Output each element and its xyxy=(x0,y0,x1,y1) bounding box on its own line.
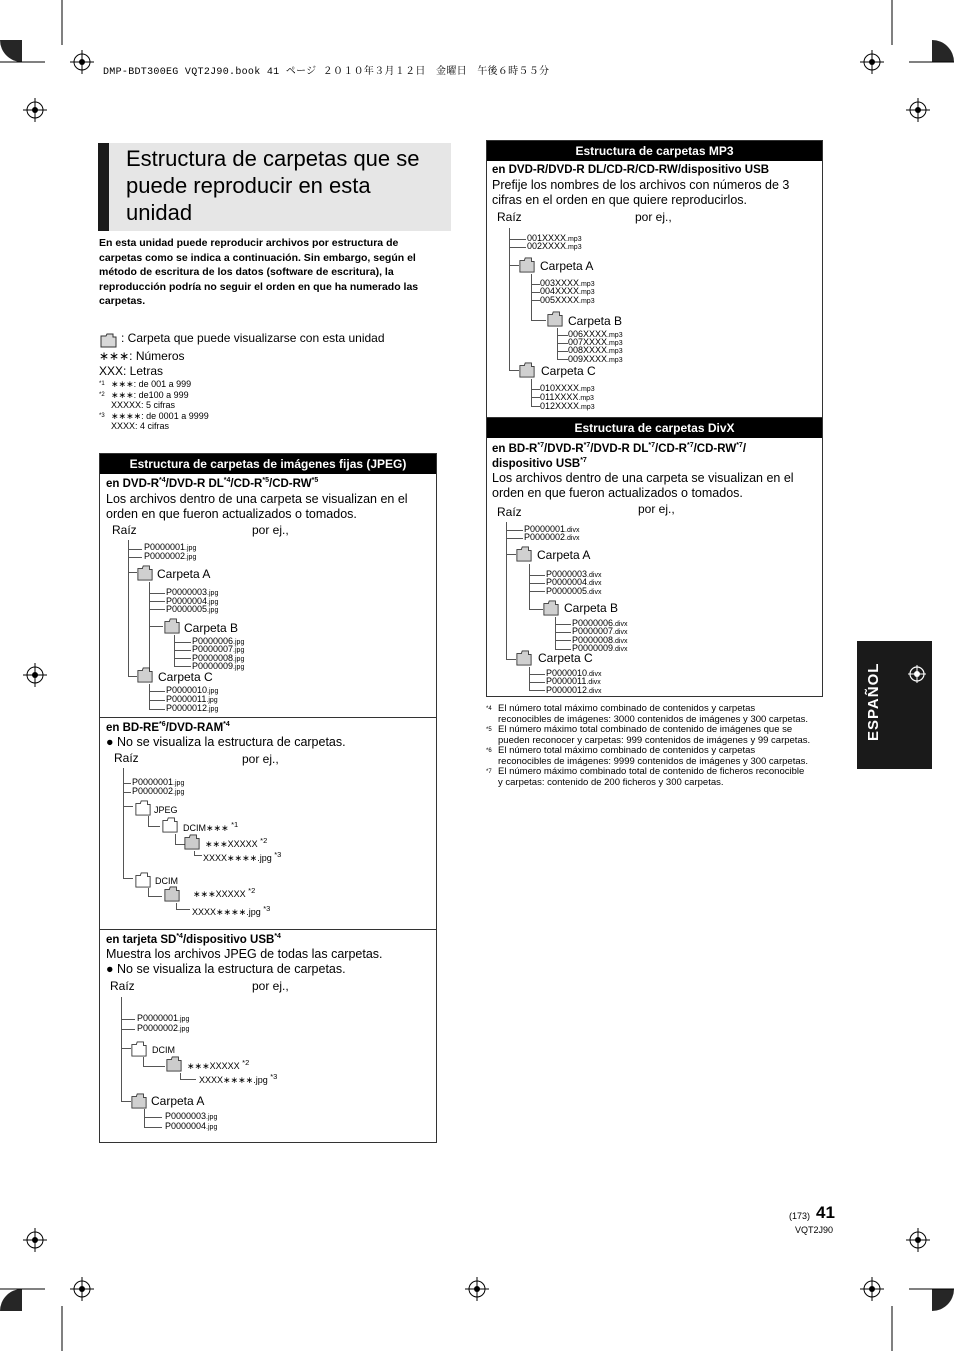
tree-line xyxy=(143,1066,165,1067)
tree-line xyxy=(174,666,191,667)
footnote xyxy=(486,725,846,746)
file-item: 005XXXX.mp3 xyxy=(540,295,595,305)
folder-label: Carpeta A xyxy=(157,567,211,581)
text-line: Los archivos dentro de una carpeta se visualizan en el xyxy=(106,492,408,506)
tree-line xyxy=(194,855,202,856)
heading-part: /DVD-R xyxy=(544,442,584,455)
file-item: P0000011.divx xyxy=(546,676,601,686)
heading-part: en BD-R xyxy=(492,442,538,455)
tree-line xyxy=(555,617,556,649)
tree-line xyxy=(531,284,540,285)
tree-line xyxy=(149,700,165,701)
file-item: 006XXXX.mp3 xyxy=(568,329,623,339)
footnote-mark: *4 xyxy=(486,706,492,712)
page-number-small: (173) xyxy=(789,1211,811,1221)
legend-letters: XXX: Letras xyxy=(99,364,164,378)
text-line: Prefije los nombres de los archivos con números de 3 xyxy=(492,178,790,192)
tree-line xyxy=(144,1127,162,1128)
heading-part: /CD-R xyxy=(655,442,687,455)
folder-label: Carpeta B xyxy=(564,601,619,615)
tree-line xyxy=(529,682,545,683)
legend-note-mark: *1 xyxy=(99,381,105,387)
folder-icon xyxy=(137,667,153,683)
tree-line xyxy=(149,593,165,594)
heading-sup: *4 xyxy=(274,933,281,940)
file-item: P0000008.divx xyxy=(572,635,628,645)
root-label: Raíz xyxy=(114,751,139,765)
heading-sup: *7 xyxy=(736,442,743,449)
file-item: 011XXXX.mp3 xyxy=(540,392,594,402)
tree-line xyxy=(531,379,532,406)
root-label: Raíz xyxy=(497,505,522,519)
folder-icon xyxy=(135,872,151,888)
folder-label: ∗∗∗XXXXX $^{*2}$ xyxy=(187,1058,250,1071)
tree-line xyxy=(149,709,165,710)
footnote-mark: *7 xyxy=(486,769,492,775)
footnote-line: pueden reconocer y carpetas: 999 contenidos de imágenes y 99 carpetas. xyxy=(498,734,811,746)
tree-line xyxy=(128,540,129,676)
legend-note: ∗∗∗: de100 a 999 xyxy=(111,390,189,400)
tree-line xyxy=(128,676,137,677)
tree-line xyxy=(175,834,176,844)
legend-note-mark: *3 xyxy=(99,413,105,419)
heading-sup: *5 xyxy=(311,477,319,484)
folder-label: ∗∗∗XXXXX $^{*2}$ xyxy=(193,886,256,899)
page-title-line: puede reproducir en esta xyxy=(126,173,371,198)
folder-icon xyxy=(516,546,532,562)
file-item: P0000004.divx xyxy=(546,577,602,587)
text-line: ● No se visualiza la estructura de carpetas. xyxy=(106,961,346,976)
file-item: 007XXXX.mp3 xyxy=(568,337,623,347)
footnote xyxy=(486,704,846,725)
page-title xyxy=(126,145,446,226)
legend-note: XXXX: 4 cifras xyxy=(111,421,170,431)
heading-sup: *6 xyxy=(159,721,166,728)
example-label: por ej., xyxy=(242,752,279,766)
text-line: orden en que fueron actualizados o tomados. xyxy=(492,485,743,500)
text-line: Los archivos dentro de una carpeta se visualizan en el xyxy=(492,471,794,485)
file-item: P0000001.divx xyxy=(524,524,580,534)
registration-icon xyxy=(908,665,926,683)
heading-sup: *4 xyxy=(223,477,231,484)
file-item: XXXX∗∗∗∗.jpg $^{*3}$ xyxy=(199,1072,278,1085)
file-item: P0000002.jpg xyxy=(137,1023,190,1033)
page-number: 41 xyxy=(816,1203,835,1222)
example-label: por ej., xyxy=(252,979,289,993)
footnote-line: y carpetas: contenido de 200 ficheros y 300 carpetas. xyxy=(498,776,724,788)
file-item: P0000006.divx xyxy=(572,618,628,628)
footnote-line: El número total máximo combinado de contenidos y carpetas xyxy=(498,703,756,714)
tree-line xyxy=(149,609,165,610)
tree-line xyxy=(529,609,543,610)
footnote-line: reconocibles de imágenes: 3000 contenidos de imágenes y 300 carpetas. xyxy=(498,713,809,725)
footnote-line: reconocibles de imágenes: 9999 contenidos de imágenes y 300 carpetas. xyxy=(498,755,809,767)
folder-icon xyxy=(164,618,180,634)
folder-icon xyxy=(131,1041,147,1057)
tree-line xyxy=(555,632,571,633)
folder-label: DCIM∗∗∗ $^{*1}$ xyxy=(183,820,239,833)
heading-part: en BD-RE xyxy=(106,721,160,734)
file-item: P0000001.jpg xyxy=(137,1013,190,1023)
file-item: XXXX∗∗∗∗.jpg $^{*3}$ xyxy=(203,850,282,863)
heading-part: / xyxy=(742,442,747,455)
folder-label: Carpeta C xyxy=(538,651,593,665)
folder-icon xyxy=(131,1093,147,1109)
heading-part: /dispositivo USB xyxy=(182,933,275,946)
jpeg-s1-text xyxy=(106,492,408,521)
heading-sup: *7 xyxy=(583,442,591,449)
folder-icon xyxy=(162,817,178,833)
heading-part: dispositivo USB xyxy=(492,457,581,470)
print-file-info: DMP-BDT300EG VQT2J90.book 41 ページ ２０１０年３月１２日 金曜日 午後６時５５分 xyxy=(103,67,550,78)
heading-part: /DVD-RAM xyxy=(165,721,224,734)
legend-note-mark: *2 xyxy=(99,392,105,398)
tree-line xyxy=(121,997,122,1101)
heading-part: /CD-R xyxy=(230,477,263,490)
file-item: 010XXXX.mp3 xyxy=(540,383,595,393)
tree-line xyxy=(529,690,545,691)
jpeg-box-title: Estructura de carpetas de imágenes fijas (JPEG) xyxy=(100,454,436,474)
tree-line xyxy=(509,265,519,266)
tree-line xyxy=(144,1109,145,1127)
intro-line: En esta unidad puede reproducir archivos por estructura de xyxy=(99,237,399,249)
tree-line xyxy=(529,583,545,584)
tree-line xyxy=(123,768,124,878)
tree-line xyxy=(531,406,540,407)
text-line: Muestra los archivos JPEG de todas las carpetas. xyxy=(106,947,383,961)
tree-line xyxy=(531,397,540,398)
file-item: P0000005.divx xyxy=(546,586,602,596)
mp3-heading: en DVD-R/DVD-R DL/CD-R/CD-RW/dispositivo USB xyxy=(492,164,770,176)
tree-line xyxy=(121,1048,131,1049)
tree-line xyxy=(123,783,131,784)
tree-line xyxy=(123,806,133,807)
tree-line xyxy=(557,343,568,344)
tree-line xyxy=(148,826,160,827)
intro-line: carpetas como se indica a continuación. Sin embargo, según el xyxy=(99,251,416,264)
folder-icon xyxy=(519,257,535,273)
tree-line xyxy=(174,635,175,667)
tree-line xyxy=(148,816,149,826)
file-item: P0000003.jpg xyxy=(166,587,219,597)
example-label: por ej., xyxy=(635,210,672,224)
tree-line xyxy=(148,896,162,897)
file-item: P0000010.jpg xyxy=(166,685,219,695)
file-item: 004XXXX.mp3 xyxy=(540,286,595,296)
folder-label: ∗∗∗XXXXX $^{*2}$ xyxy=(205,836,268,849)
folder-icon xyxy=(543,600,559,616)
file-item: P0000006.jpg xyxy=(192,636,245,646)
file-item: XXXX∗∗∗∗.jpg $^{*3}$ xyxy=(192,904,271,917)
folder-icon xyxy=(519,362,535,378)
root-label: Raíz xyxy=(497,210,522,224)
tree-line xyxy=(531,300,540,301)
side-tab-label: ESPAÑOL xyxy=(865,662,882,741)
text-line: cifras en el orden en que quiere reproducirlos. xyxy=(492,192,748,207)
file-item: 002XXXX.mp3 xyxy=(527,241,582,251)
file-item: P0000004.jpg xyxy=(166,596,219,606)
folder-icon xyxy=(547,311,563,327)
legend-numbers: ∗∗∗: Números xyxy=(99,349,185,363)
tree-line xyxy=(506,554,516,555)
folder-icon xyxy=(184,834,200,850)
tree-line xyxy=(143,1057,144,1066)
heading-sup: *5 xyxy=(262,477,269,484)
file-item: P0000002.jpg xyxy=(144,551,197,561)
tree-line xyxy=(149,582,150,677)
file-item: 009XXXX.mp3 xyxy=(568,354,623,364)
heading-part: /CD-RW xyxy=(269,477,312,490)
file-item: P0000012.jpg xyxy=(166,703,219,713)
folder-label: Carpeta A xyxy=(151,1094,205,1108)
tree-line xyxy=(509,247,526,248)
tree-line xyxy=(529,674,545,675)
tree-line xyxy=(506,659,516,660)
tree-line xyxy=(529,591,545,592)
folder-label: Carpeta B xyxy=(184,621,239,635)
folder-label: Carpeta C xyxy=(541,364,596,378)
heading-sup: *4 xyxy=(159,477,166,484)
footnote xyxy=(486,746,846,767)
legend-note: ∗∗∗∗: de 0001 a 9999 xyxy=(111,411,209,421)
root-label: Raíz xyxy=(110,979,135,993)
tree-line xyxy=(509,239,526,240)
tree-line xyxy=(506,538,523,539)
tree-line xyxy=(123,792,131,793)
file-item: P0000011.jpg xyxy=(166,694,218,704)
tree-line xyxy=(174,642,191,643)
folder-icon xyxy=(135,800,151,816)
tree-line xyxy=(121,1019,135,1020)
folder-icon xyxy=(137,565,153,581)
intro-line: método de escritura de los datos (software de escritura), la xyxy=(99,266,394,278)
document-code: VQT2J90 xyxy=(795,1225,834,1235)
file-item: P0000002.jpg xyxy=(132,786,185,796)
folder-label: Carpeta C xyxy=(158,670,213,684)
heading-sup: *7 xyxy=(686,442,694,449)
tree-line xyxy=(506,530,523,531)
heading-part: /DVD-R DL xyxy=(590,442,649,455)
tree-line xyxy=(121,1029,135,1030)
tree-line xyxy=(144,1117,162,1118)
tree-line xyxy=(531,274,532,320)
folder-label: DCIM xyxy=(155,876,178,886)
mp3-box-title: Estructura de carpetas MP3 xyxy=(487,141,822,161)
tree-line xyxy=(121,1101,131,1102)
heading-sup: *7 xyxy=(648,442,656,449)
tree-line xyxy=(176,909,190,910)
tree-line xyxy=(149,601,165,602)
footnote-line: El número total máximo combinado de contenidos y carpetas xyxy=(498,745,756,756)
folder-icon xyxy=(100,333,117,348)
footnote-mark: *6 xyxy=(486,748,492,754)
jpeg-s3-text xyxy=(106,947,383,976)
file-item: P0000003.jpg xyxy=(165,1111,218,1121)
divider xyxy=(99,929,437,930)
heading-sup: *4 xyxy=(176,933,183,940)
tree-line xyxy=(555,624,571,625)
tree-line xyxy=(506,522,507,659)
tree-line xyxy=(555,649,571,650)
file-item: P0000002.divx xyxy=(524,532,580,542)
folder-icon xyxy=(166,1056,182,1072)
divx-text xyxy=(492,471,794,500)
tree-line xyxy=(174,650,191,651)
example-label: por ej., xyxy=(252,523,289,537)
title-accent-bar xyxy=(98,143,109,231)
page-title-line: Estructura de carpetas que se xyxy=(126,146,420,171)
tree-line xyxy=(557,359,568,360)
tree-line xyxy=(128,557,142,558)
page-title-line: unidad xyxy=(126,200,193,225)
file-item: P0000007.jpg xyxy=(192,644,245,654)
heading-sup: *7 xyxy=(537,442,544,449)
jpeg-s3-heading xyxy=(106,933,281,946)
tree-line xyxy=(149,626,163,627)
tree-line xyxy=(529,667,530,691)
folder-icon xyxy=(164,886,180,902)
file-item: P0000004.jpg xyxy=(165,1121,218,1131)
file-item: P0000005.jpg xyxy=(166,604,219,614)
legend-note: ∗∗∗: de 001 a 999 xyxy=(111,379,192,389)
heading-part: /CD-RW xyxy=(693,442,737,455)
jpeg-s1-heading xyxy=(106,477,318,490)
root-label: Raíz xyxy=(112,523,137,537)
legend-note: XXXXX: 5 cifras xyxy=(111,400,176,410)
footnote-line: El número máximo total combinado de contenido de imágenes que se xyxy=(498,724,793,735)
file-item: P0000008.jpg xyxy=(192,653,245,663)
tree-line xyxy=(529,564,530,610)
divx-box-title: Estructura de carpetas DivX xyxy=(487,418,822,438)
tree-line xyxy=(529,575,545,576)
tree-line xyxy=(557,351,568,352)
folder-label: Carpeta A xyxy=(540,259,594,273)
file-item: P0000009.divx xyxy=(572,643,628,653)
heading-sup: *7 xyxy=(580,457,587,464)
divx-heading-2 xyxy=(492,457,587,470)
tree-line xyxy=(149,684,150,710)
file-item: 008XXXX.mp3 xyxy=(568,345,623,355)
example-label: por ej., xyxy=(638,502,675,516)
folder-icon xyxy=(516,650,532,666)
file-item: P0000003.divx xyxy=(546,569,602,579)
tree-line xyxy=(174,658,191,659)
tree-line xyxy=(555,640,571,641)
file-item: P0000001.jpg xyxy=(144,542,197,552)
tree-line xyxy=(128,572,137,573)
folder-label: JPEG xyxy=(154,805,178,815)
heading-part: en DVD-R xyxy=(106,477,160,490)
footnote xyxy=(486,767,846,788)
file-item: 003XXXX.mp3 xyxy=(540,278,595,288)
folder-label: DCIM xyxy=(152,1045,175,1055)
heading-sup: *4 xyxy=(223,721,230,728)
intro-line: carpetas. xyxy=(99,295,146,307)
tree-line xyxy=(123,878,133,879)
tree-line xyxy=(531,389,540,390)
heading-part: en tarjeta SD xyxy=(106,933,177,946)
file-item: P0000012.divx xyxy=(546,685,602,695)
file-item: P0000010.divx xyxy=(546,668,602,678)
folder-label: Carpeta B xyxy=(568,314,623,328)
legend-folder-text: : Carpeta que puede visualizarse con esta unidad xyxy=(121,331,385,345)
tree-line xyxy=(531,320,546,321)
file-item: P0000001.jpg xyxy=(132,777,185,787)
tree-line xyxy=(531,292,540,293)
divx-heading xyxy=(492,442,746,455)
intro-paragraph xyxy=(99,236,454,309)
footnote-line: El número máximo combinado total de contenido de ficheros reconocible xyxy=(498,766,805,777)
text-line: orden en que fueron actualizados o tomados. xyxy=(106,506,357,521)
tree-line xyxy=(128,549,142,550)
mp3-text xyxy=(492,178,789,207)
jpeg-s2-bullet: ● No se visualiza la estructura de carpetas. xyxy=(106,735,346,749)
file-item: P0000007.divx xyxy=(572,626,628,636)
language-side-tab xyxy=(857,641,932,769)
divider xyxy=(99,717,437,718)
intro-line: reproducción podría no seguir el orden en que ha numerado las xyxy=(99,280,419,293)
tree-line xyxy=(148,888,149,896)
tree-line xyxy=(180,1079,196,1080)
heading-part: /DVD-R DL xyxy=(165,477,224,490)
jpeg-s2-heading xyxy=(106,721,230,734)
file-item: 012XXXX.mp3 xyxy=(540,401,595,411)
file-item: 001XXXX.mp3 xyxy=(527,233,582,243)
tree-line xyxy=(509,228,510,370)
tree-line xyxy=(509,370,519,371)
tree-line xyxy=(149,691,165,692)
tree-line xyxy=(557,335,568,336)
file-item: P0000009.jpg xyxy=(192,661,245,671)
footnote-mark: *5 xyxy=(486,727,492,733)
folder-label: Carpeta A xyxy=(537,548,591,562)
